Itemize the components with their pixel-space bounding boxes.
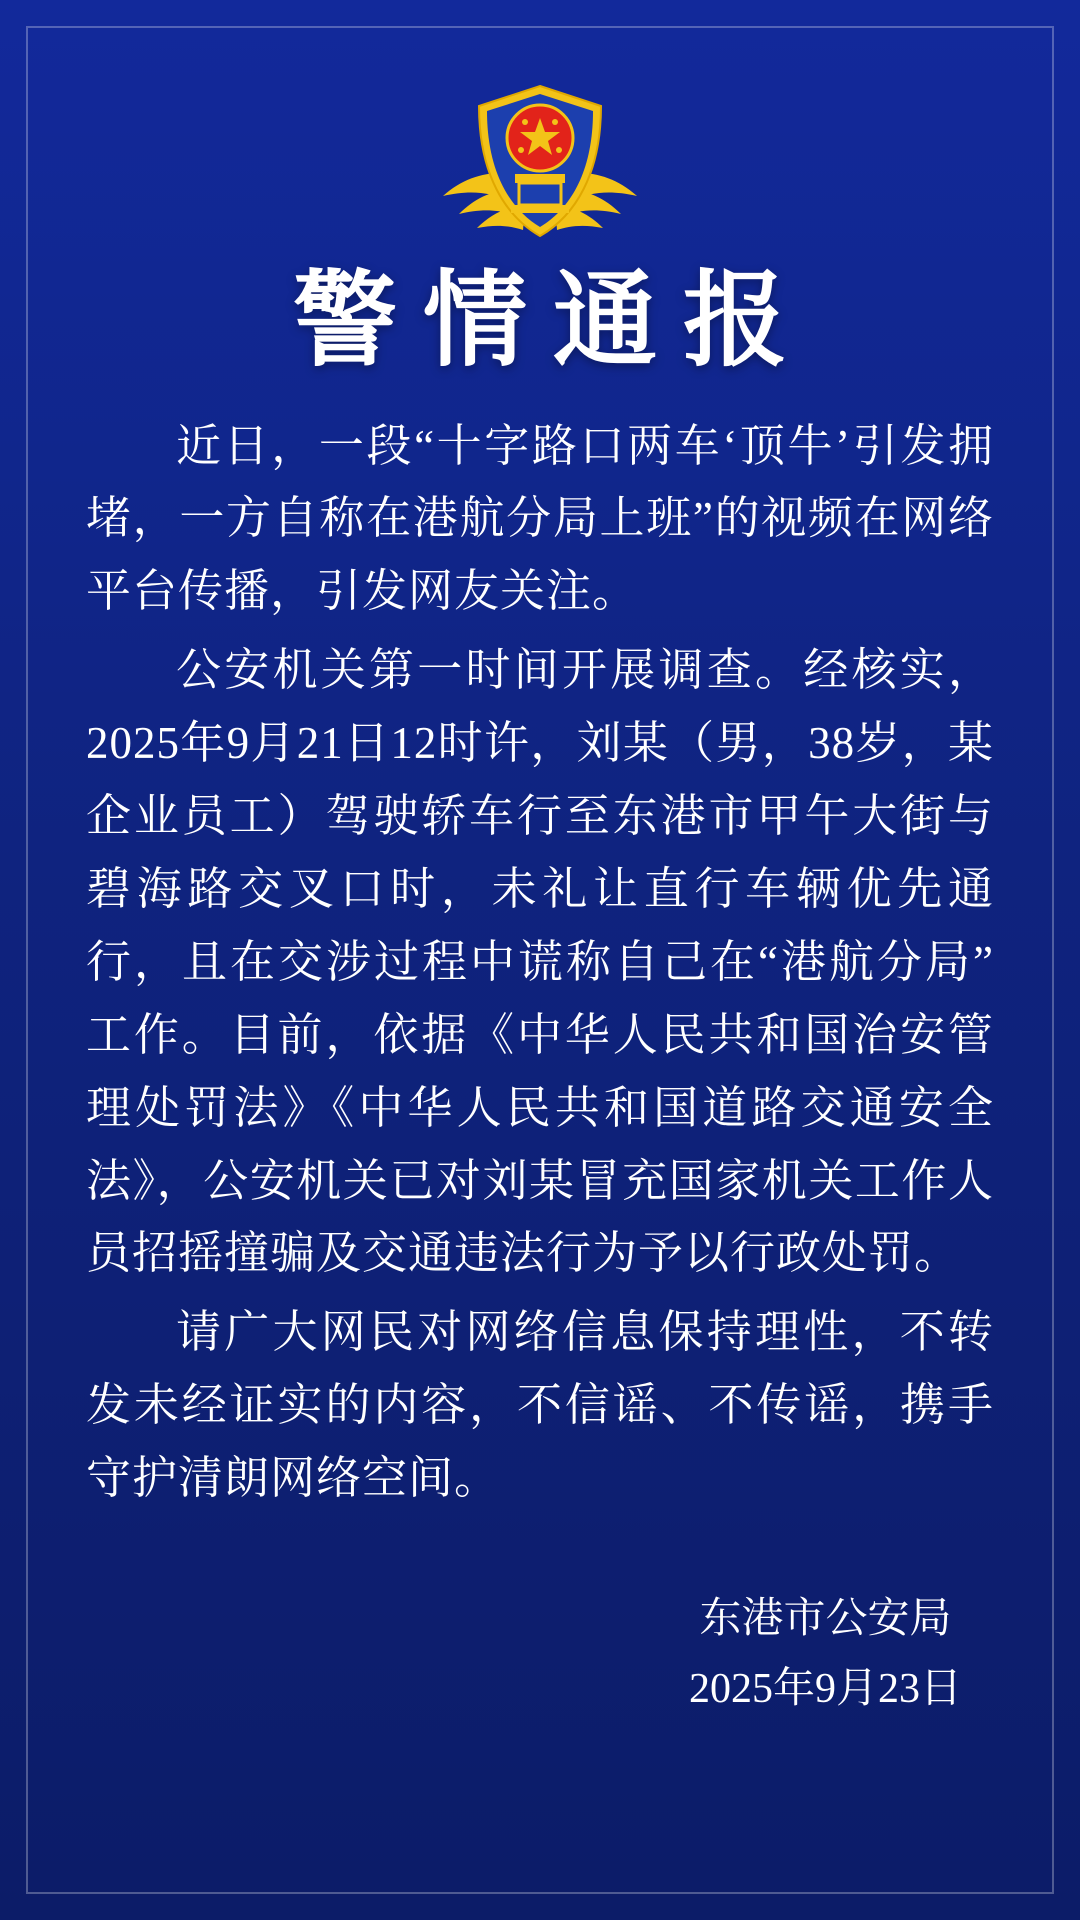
notice-paragraph-3: 请广大网民对网络信息保持理性，不转发未经证实的内容，不信谣、不传谣，携手守护清朗网络空间。 <box>86 1307 994 1504</box>
notice-paragraph-1: 近日，一段“十字路口两车‘顶牛’引发拥堵，一方自称在港航分局上班”的视频在网络平台传播，引发网友关注。 <box>86 420 994 617</box>
notice-paragraph-2: 公安机关第一时间开展调查。经核实，2025年9月21日12时许，刘某（男，38岁，某企业员工）驾驶轿车行至东港市甲午大街与碧海路交叉口时，未礼让直行车辆优先通行，且在交涉过程中谎称自己在“港航分局”工作。目前，依据《中华人民共和国治安管理处罚法》《中华人民共和国道路交通安全法》，公安机关已对刘某冒充国家机关工作人员招摇撞骗及交通违法行为予以行政处罚。 <box>86 645 994 1279</box>
emblem-container <box>86 78 994 248</box>
page-title: 警情通报 <box>292 264 813 379</box>
issuing-authority: 东港市公安局 <box>699 1596 952 1643</box>
issue-date: 2025年9月23日 <box>688 1665 962 1712</box>
notice-body <box>86 410 994 1515</box>
signature-block <box>689 1585 962 1724</box>
china-police-badge-icon <box>425 78 655 248</box>
